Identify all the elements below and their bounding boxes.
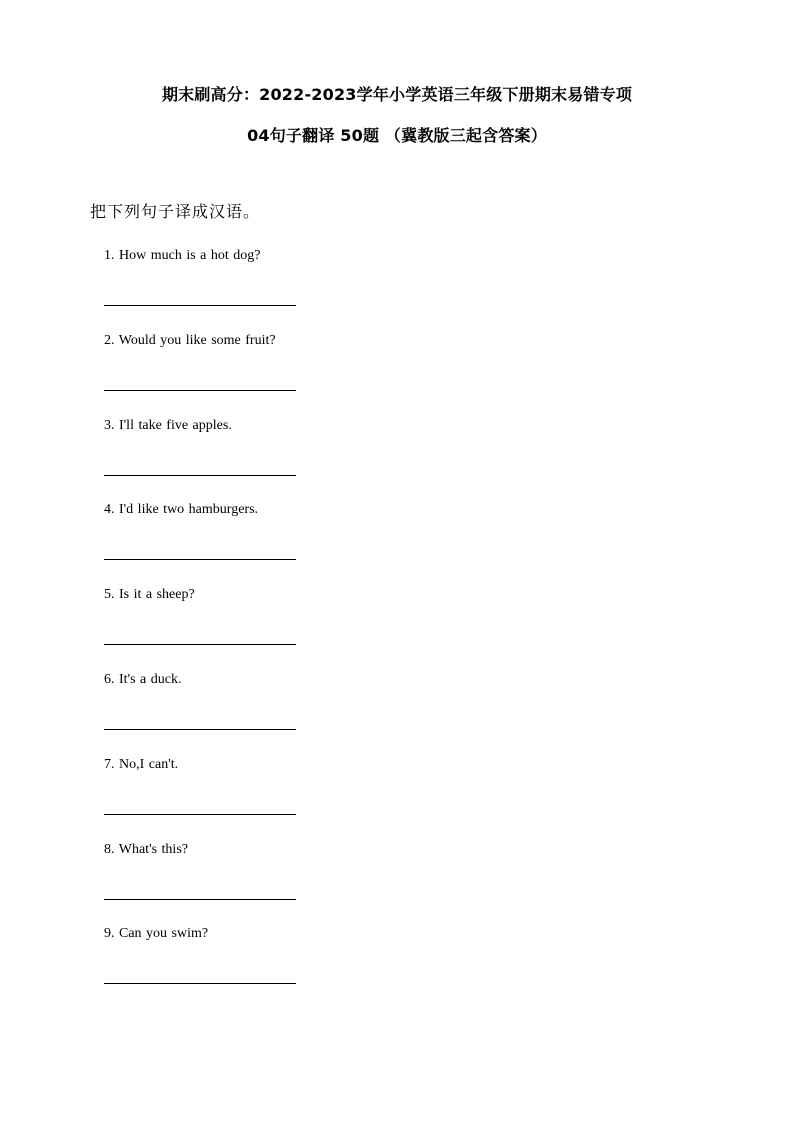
question-text: 8. What's this? — [104, 841, 188, 857]
question-item — [104, 333, 504, 418]
answer-blank-line[interactable] — [104, 899, 296, 900]
question-item — [104, 757, 504, 842]
question-text: 9. Can you swim? — [104, 926, 209, 942]
answer-blank-line[interactable] — [104, 983, 296, 984]
answer-blank-line[interactable] — [104, 305, 296, 306]
question-item — [104, 587, 504, 672]
question-text: 5. Is it a sheep? — [104, 587, 195, 603]
answer-blank-line[interactable] — [104, 475, 296, 476]
question-item — [104, 842, 504, 927]
question-text: 3. I'll take five apples. — [104, 417, 232, 433]
question-text: 2. Would you like some fruit? — [104, 332, 276, 348]
answer-blank-line[interactable] — [104, 559, 296, 560]
question-text: 1. How much is a hot dog? — [104, 248, 261, 263]
instruction-text: 把下列句子译成汉语。 — [90, 202, 261, 221]
answer-blank-line[interactable] — [104, 814, 296, 815]
document-title-line-2: 04句子翻译 50题 （冀教版三起含答案） — [247, 126, 547, 145]
answer-blank-line[interactable] — [104, 644, 296, 645]
document-title-line-1: 期末刷高分：2022-2023学年小学英语三年级下册期末易错专项 — [161, 85, 633, 104]
question-item — [104, 672, 504, 757]
question-item — [104, 926, 504, 1011]
question-text: 7. No,I can't. — [104, 756, 179, 772]
answer-blank-line[interactable] — [104, 729, 296, 730]
question-item — [104, 502, 504, 587]
question-item — [104, 248, 504, 333]
question-text: 6. It's a duck. — [104, 671, 182, 687]
answer-blank-line[interactable] — [104, 390, 296, 391]
question-item — [104, 418, 504, 503]
question-list — [104, 248, 504, 1011]
question-text: 4. I'd like two hamburgers. — [104, 502, 259, 518]
